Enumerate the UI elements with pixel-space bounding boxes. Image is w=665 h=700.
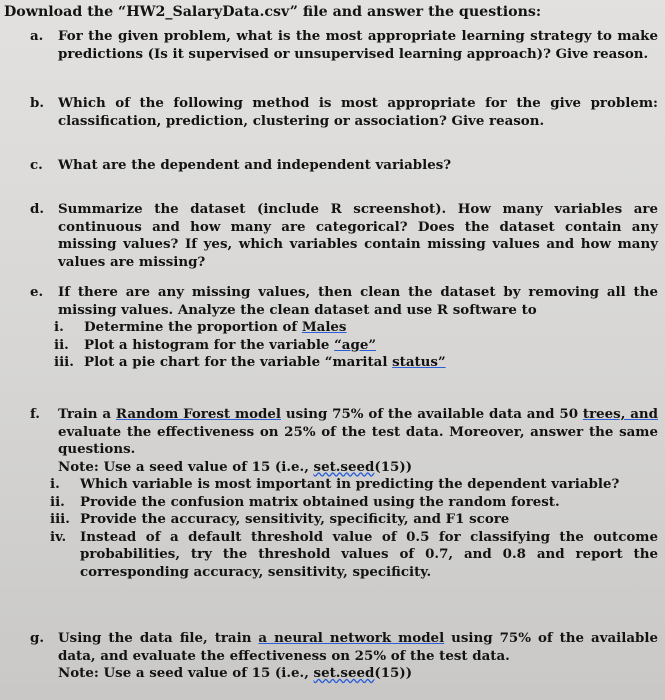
note-text: (15)) bbox=[374, 665, 413, 681]
question-e-sub-iii bbox=[54, 354, 658, 372]
underlined-code: set.seed bbox=[313, 458, 375, 475]
sub-label: iv. bbox=[50, 528, 67, 545]
question-b bbox=[30, 95, 658, 130]
question-g-label: g. bbox=[30, 630, 45, 646]
sub-text: Instead of a default threshold value of 0.5 for classifying the outcome probabilities, try the threshold values of 0.7, and 0.8 and report the corresponding accuracy, sensitivity, specificity. bbox=[80, 528, 658, 580]
underlined-phrase: a neural network model bbox=[258, 630, 445, 646]
underlined-phrase: trees, and bbox=[582, 406, 658, 422]
sub-label: ii. bbox=[50, 493, 65, 510]
question-d bbox=[30, 201, 658, 271]
question-f-text-part: evaluate the effectiveness on 25% of the test data. Moreover, answer the same questions. bbox=[58, 423, 658, 457]
question-f bbox=[30, 406, 658, 581]
sub-label: i. bbox=[54, 319, 64, 335]
underlined-word: Males bbox=[301, 319, 347, 335]
question-d-label: d. bbox=[30, 201, 45, 217]
sub-text: Which variable is most important in predicting the dependent variable? bbox=[80, 476, 620, 492]
question-f-sub-iii bbox=[50, 511, 658, 529]
question-g bbox=[30, 630, 658, 683]
question-f-label: f. bbox=[30, 406, 40, 422]
sub-label: i. bbox=[50, 476, 60, 492]
page-header: Download the “HW2_SalaryData.csv” file and answer the questions: bbox=[4, 4, 542, 20]
question-c-label: c. bbox=[30, 157, 43, 173]
question-c-text: What are the dependent and independent variables? bbox=[58, 157, 452, 173]
sub-text: Provide the accuracy, sensitivity, specificity, and F1 score bbox=[80, 511, 510, 527]
question-e-text: If there are any missing values, then clean the dataset by removing all the missing values. Analyze the clean dataset and use R software to bbox=[58, 284, 658, 318]
question-f-text-part: Train a bbox=[58, 406, 116, 422]
note-text: Note: Use a seed value of 15 (i.e., bbox=[58, 458, 314, 475]
question-b-label: b. bbox=[30, 95, 45, 111]
question-g-note bbox=[58, 665, 658, 683]
underlined-word: “age” bbox=[334, 336, 377, 353]
question-e-sub-i bbox=[54, 319, 658, 337]
question-f-note bbox=[58, 459, 658, 477]
question-c bbox=[30, 157, 658, 175]
underlined-code: set.seed bbox=[313, 665, 375, 681]
question-f-sub-i bbox=[50, 476, 658, 494]
note-text: Note: Use a seed value of 15 (i.e., bbox=[58, 665, 314, 681]
sub-label: iii. bbox=[54, 354, 74, 370]
sub-text: Plot a histogram for the variable bbox=[84, 336, 335, 353]
question-e-sub-ii bbox=[54, 337, 658, 355]
question-f-text-part: using 75% of the available data and 50 bbox=[281, 406, 583, 422]
question-a-label: a. bbox=[30, 28, 44, 44]
question-f-sub-ii bbox=[50, 494, 658, 512]
question-e-label: e. bbox=[30, 284, 44, 300]
sub-label: ii. bbox=[54, 336, 69, 353]
question-a-text: For the given problem, what is the most appropriate learning strategy to make predictions (Is it supervised or unsupervised learning approach)? Give reason. bbox=[58, 28, 658, 62]
question-f-sub-iv bbox=[50, 529, 658, 582]
underlined-phrase: Random Forest model bbox=[115, 406, 282, 422]
sub-text: Plot a pie chart for the variable “marital bbox=[84, 354, 393, 370]
sub-text: Determine the proportion of bbox=[84, 319, 302, 335]
question-d-text: Summarize the dataset (include R screenshot). How many variables are continuous and how many are categorical? Does the dataset contain any missing values? If yes, which variables contain missing values and how many values are missing? bbox=[58, 201, 658, 270]
sub-label: iii. bbox=[50, 511, 70, 527]
underlined-word: status” bbox=[392, 354, 446, 370]
question-g-text bbox=[58, 630, 658, 665]
question-g-text-part: using 75% of the available data, and evaluate the effectiveness on 25% of the test data. bbox=[58, 630, 659, 664]
question-e bbox=[30, 284, 658, 372]
question-b-text: Which of the following method is most appropriate for the give problem: classification, prediction, clustering or association? Give reason. bbox=[58, 95, 658, 129]
question-g-text-part: Using the data file, train bbox=[58, 630, 259, 646]
note-text: (15)) bbox=[374, 458, 413, 475]
sub-text: Provide the confusion matrix obtained using the random forest. bbox=[80, 493, 560, 510]
question-f-text bbox=[58, 406, 658, 459]
question-a bbox=[30, 28, 658, 63]
